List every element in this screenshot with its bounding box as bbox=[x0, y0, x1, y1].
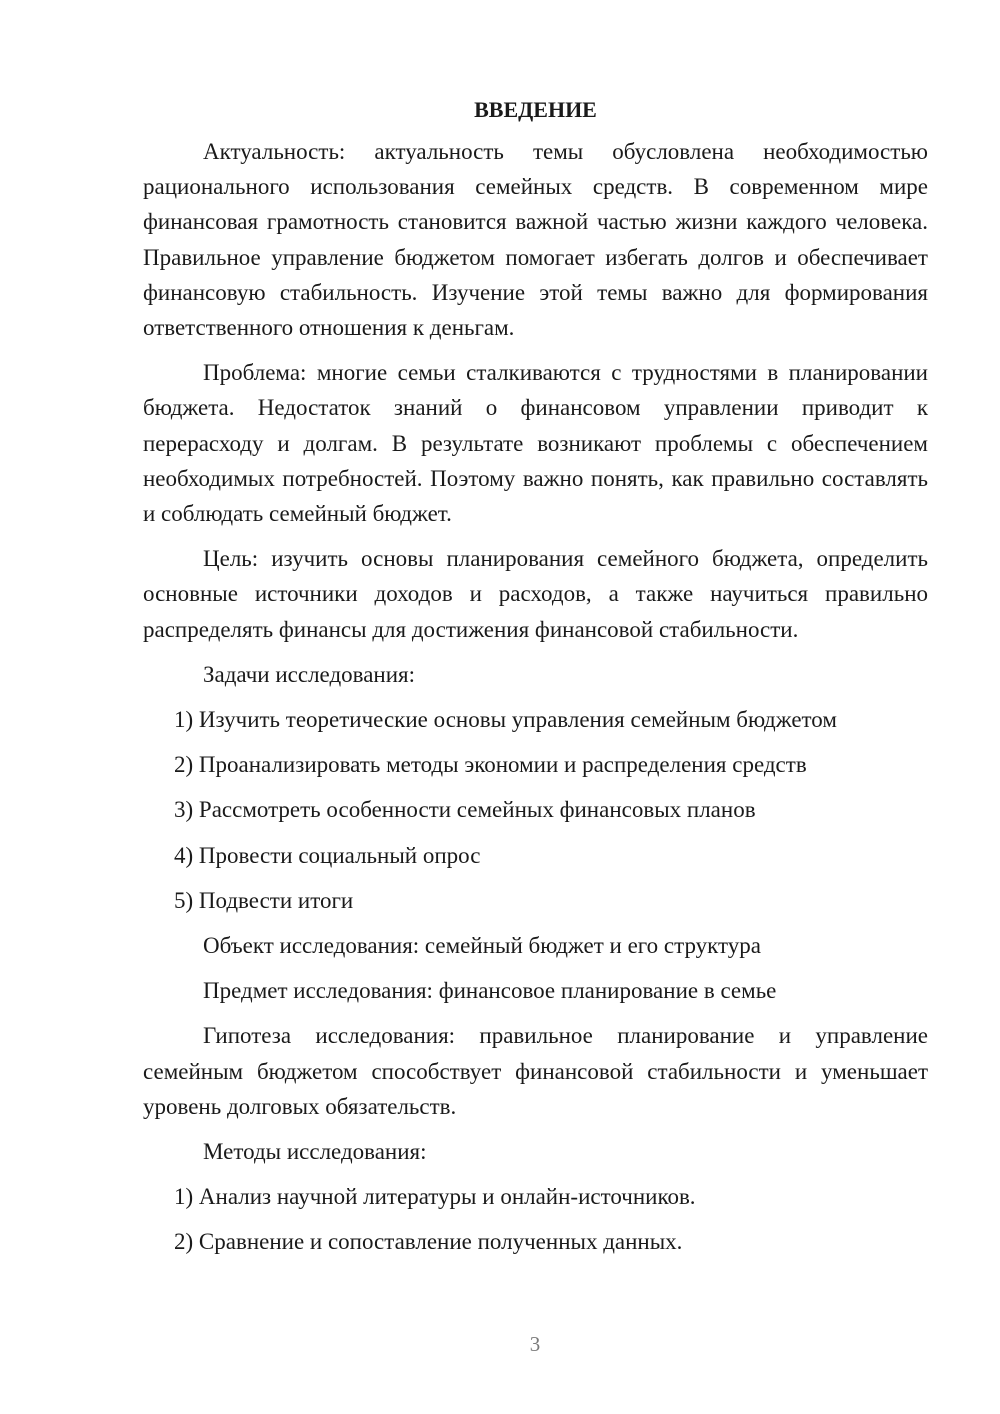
task-item: 1) Изучить теоретические основы управления семейным бюджетом bbox=[174, 707, 837, 733]
task-item: 4) Провести социальный опрос bbox=[174, 842, 481, 868]
page-number: 3 bbox=[529, 1332, 541, 1356]
page-content bbox=[143, 92, 928, 1270]
research-object: Объект исследования: семейный бюджет и его структура bbox=[203, 933, 761, 959]
method-item: 2) Сравнение и сопоставление полученных данных. bbox=[174, 1229, 683, 1255]
relevance-paragraph: Актуальность: актуальность темы обусловлена необходимостью рационального использования семейных средств. В современном мире финансовая грамотность становится важной частью жизни каждого человека. Правильное управление бюджетом помогает избегать долгов и обеспечивает финансовую стабильность. Изучение этой темы важно для формирования ответственного отношения к деньгам. bbox=[143, 139, 928, 341]
problem-paragraph: Проблема: многие семьи сталкиваются с трудностями в планировании бюджета. Недостаток знаний о финансовом управлении приводит к перерасходу и долгам. В результате возникают проблемы с обеспечением необходимых потребностей. Поэтому важно понять, как правильно составлять и соблюдать семейный бюджет. bbox=[143, 360, 928, 527]
task-item: 5) Подвести итоги bbox=[174, 887, 354, 913]
method-item: 1) Анализ научной литературы и онлайн-источников. bbox=[174, 1184, 696, 1210]
section-title: ВВЕДЕНИЕ bbox=[474, 97, 597, 122]
goal-paragraph: Цель: изучить основы планирования семейного бюджета, определить основные источники доходов и расходов, а также научиться правильно распределять финансы для достижения финансовой стабильности. bbox=[143, 546, 928, 642]
task-item: 2) Проанализировать методы экономии и распределения средств bbox=[174, 752, 807, 778]
methods-heading: Методы исследования: bbox=[203, 1139, 427, 1165]
task-item: 3) Рассмотреть особенности семейных финансовых планов bbox=[174, 797, 756, 823]
hypothesis-paragraph: Гипотеза исследования: правильное планирование и управление семейным бюджетом способствует финансовой стабильности и уменьшает уровень долговых обязательств. bbox=[143, 1023, 928, 1119]
research-subject: Предмет исследования: финансовое планирование в семье bbox=[203, 978, 777, 1004]
tasks-heading: Задачи исследования: bbox=[203, 661, 416, 687]
